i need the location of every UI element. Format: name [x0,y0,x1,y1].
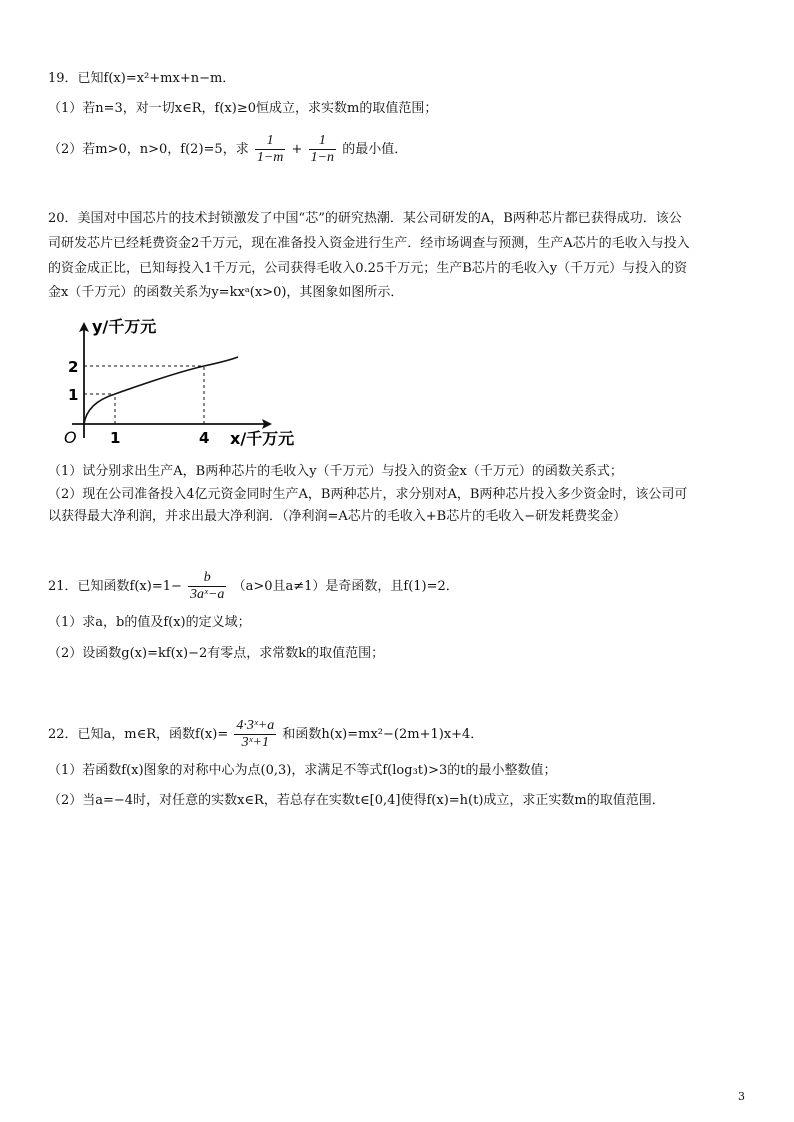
q20-part1: （1）试分别求出生产A，B两种芯片的毛收入y（千万元）与投入的资金x（千万元）的函数关系式； [48,464,623,479]
q21-fraction [188,570,226,603]
q21-title-text-b: （a>0且a≠1）是奇函数，且f(1)=2． [232,579,459,594]
graph-x-label: x/千万元 [230,429,295,448]
q20-line1: 20．美国对中国芯片的技术封锁激发了中国“芯”的研究热潮．某公司研发的A，B两种芯片都已获得成功．该公 [48,211,682,226]
q22-title-text-b: 和函数h(x)=mx²−(2m+1)x+4． [282,727,484,742]
q22-fraction [234,718,276,751]
q19-frac2-denominator: 1−n [310,150,335,165]
q22-title-text-a: 22．已知a，m∈R，函数f(x)= [48,727,229,742]
q19-frac2-numerator: 1 [309,133,336,150]
q19-part2-text-b: 的最小值． [342,142,408,157]
q19-fraction-1 [255,133,286,166]
q20-graph [58,312,318,457]
graph-ytick-2: 2 [68,358,79,376]
graph-y-label: y/千万元 [92,317,157,336]
q20-line2: 司研发芯片已经耗费资金2千万元，现在准备投入资金进行生产．经市场调查与预测，生产A芯片的毛收入与投入 [48,236,690,251]
q21-frac-numerator: b [188,570,226,587]
q21-frac-denominator: 3aˣ−a [190,587,225,602]
q19-part2-text-a: （2）若m>0，n>0，f(2)=5，求 [48,142,249,157]
graph-curve [84,357,238,424]
q22-part2: （2）当a=−4时，对任意的实数x∈R，若总存在实数t∈[0,4]使得f(x)=h(t)成立，求正实数m的取值范围． [48,793,665,808]
q19-frac1-numerator: 1 [255,133,286,150]
q19-part1: （1）若n=3，对一切x∈R，f(x)≥0恒成立，求实数m的取值范围； [48,101,438,116]
q22-title [48,718,483,751]
q20-line4: 金x（千万元）的函数关系为y=kxᵃ(x>0)，其图象如图所示． [48,285,404,300]
graph-origin-label: O [64,428,77,447]
q22-frac-denominator: 3ˣ+1 [241,735,270,750]
q20-part2-line2: 以获得最大净利润，并求出最大净利润．（净利润=A芯片的毛收入+B芯片的毛收入−研发耗费奖金） [48,509,627,524]
q22-part1: （1）若函数f(x)图象的对称中心为点(0,3)，求满足不等式f(log₃t)>3的t的最小整数值； [48,763,557,778]
q19-plus: + [291,142,303,157]
q19-frac1-denominator: 1−m [256,150,284,165]
graph-xtick-4: 4 [199,429,210,447]
q19-title: 19．已知f(x)=x²+mx+n−m． [48,71,236,86]
q21-part1: （1）求a，b的值及f(x)的定义域； [48,615,251,630]
graph-xtick-1: 1 [110,429,121,447]
graph-ytick-1: 1 [68,386,79,404]
q21-title [48,570,459,603]
q21-part2: （2）设函数g(x)=kf(x)−2有零点，求常数k的取值范围； [48,646,385,661]
q21-title-text-a: 21．已知函数f(x)=1− [48,579,182,594]
q20-part2-line1: （2）现在公司准备投入4亿元资金同时生产A，B两种芯片，求分别对A，B两种芯片投入多少资金时，该公司可 [48,487,688,502]
q19-part2 [48,133,407,166]
q20-line3: 的资金成正比，已知每投入1千万元，公司获得毛收入0.25千万元；生产B芯片的毛收入y（千万元）与投入的资 [48,261,688,276]
page-number: 3 [738,1090,745,1103]
q19-fraction-2 [309,133,336,166]
q22-frac-numerator: 4·3ˣ+a [236,718,275,733]
